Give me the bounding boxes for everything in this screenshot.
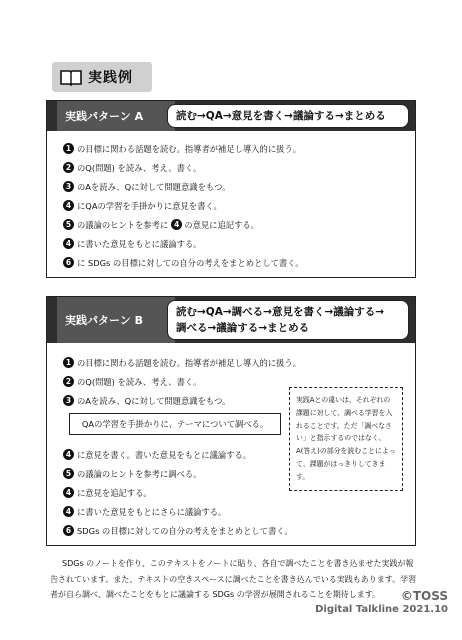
- step-text: SDGs の目標に対しての自分の考えをまとめとして書く。: [77, 525, 293, 536]
- step-text: に書いた意見をもとにさらに議論する。: [77, 506, 227, 517]
- step-number: 1: [63, 357, 74, 368]
- step-item: [63, 502, 285, 521]
- step-text: に SDGs の目標に対しての自分の考えをまとめとして書く。: [77, 257, 304, 268]
- step-number: 5: [63, 219, 74, 230]
- step-text: の目標に関わる話題を読む。指導者が補足し導入的に扱う。: [77, 143, 302, 154]
- step-text: の目標に関わる話題を読む。指導者が補足し導入的に扱う。: [77, 357, 302, 368]
- step-number: 1: [63, 143, 74, 154]
- note-box: 実践Aとの違いは、それぞれの課題に対して、調べる学習を入れることです。ただ「調べなさい」と指示するのではなく、A(答え)の部分を読むことによって、課題がはっきりしてきます。: [289, 387, 403, 491]
- step-item: [63, 177, 403, 196]
- pattern-a-box: [46, 100, 416, 278]
- copyright: [315, 590, 448, 615]
- step-number: 4: [63, 449, 74, 460]
- pattern-b-flow: [167, 300, 409, 340]
- step-text: に意見を書く。書いた意見をもとに議論する。: [77, 449, 252, 460]
- step-item: [63, 521, 293, 540]
- pattern-b-header: [47, 297, 415, 343]
- step-item: [63, 215, 403, 234]
- step-number: 5: [63, 468, 74, 479]
- pattern-a-label: 実践パターン A: [57, 101, 175, 131]
- pattern-b-flow-line1: 読む→QA→調べる→意見を書く→議論する→: [176, 306, 385, 318]
- pattern-a-header: [47, 101, 415, 131]
- pattern-a-flow: 読む→QA→意見を書く→議論する→まとめる: [167, 104, 409, 128]
- pattern-b-box: [46, 296, 416, 546]
- step-text: の議論のヒントを参考に: [77, 219, 169, 230]
- pattern-a-steps: [63, 139, 403, 272]
- step-item: [63, 196, 403, 215]
- step-number: 4: [63, 238, 74, 249]
- step-item: [63, 483, 285, 502]
- copyright-line1: ©TOSS: [400, 589, 448, 603]
- section-title: 実践例: [88, 70, 133, 86]
- footer-paragraph: SDGs のノートを作り、このテキストをノートに貼り、各自で調べたことを書き込ませた実践が報告されています。また、テキストの空きスペースに調べたことを書き込んでいる実践もあります。学習者が自ら調べ、調べたことをもとに議論する SDGs の学習が展開されることを期待します。: [50, 559, 417, 600]
- step-item: [63, 158, 403, 177]
- step-text: の意見に追記する。: [184, 219, 259, 230]
- step-number: 6: [63, 525, 74, 536]
- step-number: 4: [63, 506, 74, 517]
- pattern-b-label: 実践パターン B: [57, 297, 175, 343]
- step-item: [63, 445, 285, 464]
- qa-research-box: QAの学習を手掛かりに、テーマについて調べる。: [69, 413, 281, 435]
- step-number: 4: [63, 200, 74, 211]
- step-number: 4: [63, 487, 74, 498]
- section-title-box: [52, 62, 152, 92]
- step-item: [63, 353, 403, 372]
- step-text: のQ(問題) を読み、考え、書く。: [77, 376, 202, 387]
- pattern-b-flow-line2: 調べる→議論する→まとめる: [176, 322, 310, 335]
- step-number: 3: [63, 395, 74, 406]
- step-text: に意見を追記する。: [77, 487, 152, 498]
- step-item: [63, 464, 285, 483]
- step-number: 6: [63, 257, 74, 268]
- pattern-b-steps-bottom: [63, 445, 293, 540]
- step-text: のAを読み、Qに対して問題意識をもつ。: [77, 181, 231, 192]
- step-number: 2: [63, 162, 74, 173]
- step-number: 2: [63, 376, 74, 387]
- step-item: [63, 253, 403, 272]
- step-text: にQAの学習を手掛かりに意見を書く。: [77, 200, 222, 211]
- step-text: のQ(問題) を読み、考え、書く。: [77, 162, 202, 173]
- step-text: の議論のヒントを参考に調べる。: [77, 468, 202, 479]
- step-text: に書いた意見をもとに議論する。: [77, 238, 202, 249]
- step-number: 3: [63, 181, 74, 192]
- step-item: [63, 234, 403, 253]
- step-item: [63, 139, 403, 158]
- step-number-inline: 4: [171, 219, 182, 230]
- open-book-icon: [60, 68, 82, 86]
- copyright-line2: Digital Talkline 2021.10: [315, 603, 448, 615]
- step-text: のAを読み、Qに対して問題意識をもつ。: [77, 395, 231, 406]
